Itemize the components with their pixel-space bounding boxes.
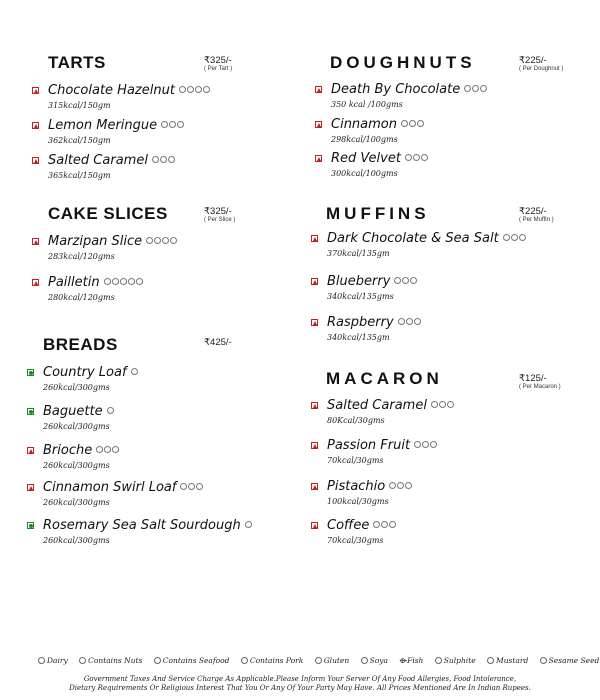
allergen-icon [414, 318, 421, 325]
allergen-icons [180, 478, 204, 496]
allergen-icon [146, 237, 153, 244]
allergen-icon [414, 441, 421, 448]
muffins-title: MUFFINS [326, 204, 430, 223]
allergen-icon [511, 234, 518, 241]
macaron-title: MACARON [326, 369, 443, 388]
allergen-icon [136, 278, 143, 285]
non-veg-marker-icon [311, 483, 318, 490]
item-kcal: 260kcal/300gms [43, 422, 110, 432]
breads-item [43, 516, 253, 545]
item-name: Passion Fruit [327, 437, 411, 453]
item-name: Raspberry [327, 314, 394, 330]
allergen-icon [169, 121, 176, 128]
allergen-icon [112, 278, 119, 285]
non-veg-marker-icon [27, 484, 34, 491]
item-kcal: 260kcal/300gms [43, 536, 110, 546]
cake-slices-price-amount: ₹325/- [204, 206, 232, 217]
allergen-icons [96, 441, 120, 459]
allergen-icon [203, 86, 210, 93]
allergen-icons [431, 396, 455, 414]
allergen-icons [131, 363, 139, 381]
item-name: Cinnamon [331, 116, 397, 132]
allergen-icons [464, 80, 488, 98]
item-name: Red Velvet [331, 150, 401, 166]
soya-icon [361, 657, 368, 664]
allergen-icon [112, 446, 119, 453]
allergen-icon [430, 441, 437, 448]
item-kcal: 70kcal/30gms [327, 536, 384, 546]
legend-sesame: Sesame Seed [540, 656, 600, 665]
item-kcal: 350 kcal /100gms [331, 100, 403, 110]
allergen-icon [160, 156, 167, 163]
allergen-icon [409, 120, 416, 127]
macaron-price-amount: ₹125/- [519, 373, 547, 384]
allergen-icons [394, 272, 418, 290]
sesame-icon [540, 657, 547, 664]
item-name: Dark Chocolate & Sea Salt [327, 230, 499, 246]
pork-icon [241, 657, 248, 664]
legend-soya: Soya [361, 656, 388, 665]
breads-item [43, 441, 120, 470]
breads-item [43, 402, 115, 431]
legend-gluten: Gluten [315, 656, 350, 665]
item-name: Death By Chocolate [331, 81, 461, 97]
legend-mustard: Mustard [487, 656, 528, 665]
item-kcal: 280kcal/120gms [48, 293, 115, 303]
allergen-icons [152, 151, 176, 169]
tarts-title: TARTS [48, 53, 106, 72]
muffins-price-amount: ₹225/- [519, 206, 547, 217]
item-name: Baguette [43, 403, 103, 419]
tarts-price [204, 55, 232, 72]
veg-marker-icon [27, 369, 34, 376]
item-name: Cinnamon Swirl Loaf [43, 479, 177, 495]
footer-line-2: Dietary Requirements Or Religious Interest That You Or Any Of Your Party May Have. All Prices Mentioned Are In Indian Rupees. [69, 684, 531, 692]
breads-item [43, 478, 204, 507]
allergen-icon [413, 154, 420, 161]
allergen-icon [168, 156, 175, 163]
item-name: Rosemary Sea Salt Sourdough [43, 517, 241, 533]
doughnuts-price [519, 55, 563, 72]
non-veg-marker-icon [311, 402, 318, 409]
cake-slices-item [48, 232, 178, 261]
macaron-item [327, 477, 413, 506]
doughnuts-item [331, 149, 429, 178]
footer-line-1: Government Taxes And Service Charge As Applicable.Please Inform Your Server Of Any Food Allergies, Food Intolerance, [83, 675, 517, 683]
item-name: Salted Caramel [327, 397, 427, 413]
allergen-icon [398, 318, 405, 325]
legend-pork: Contains Pork [241, 656, 303, 665]
legend-fish: ⟴Fish [399, 656, 424, 665]
allergen-icon [96, 446, 103, 453]
allergen-icon [431, 401, 438, 408]
allergen-legend [38, 656, 600, 665]
cake-slices-price [204, 206, 235, 223]
tarts-price-unit: ( Per Tart ) [204, 66, 233, 72]
non-veg-marker-icon [32, 122, 39, 129]
legend-seafood: Contains Seafood [154, 656, 230, 665]
breads-title: BREADS [43, 335, 118, 354]
allergen-icons [414, 436, 438, 454]
doughnuts-price-unit: ( Per Doughnut ) [519, 66, 564, 72]
muffins-item [327, 229, 527, 258]
cake-slices-item [48, 273, 144, 302]
breads-item [43, 363, 139, 392]
allergen-icon [195, 86, 202, 93]
allergen-icon [152, 156, 159, 163]
allergen-icons [389, 477, 413, 495]
allergen-icon [402, 277, 409, 284]
allergen-icon [422, 441, 429, 448]
veg-marker-icon [27, 522, 34, 529]
allergen-icon [472, 85, 479, 92]
item-kcal: 340kcal/135gm [327, 333, 390, 343]
legend-nuts: Contains Nuts [79, 656, 142, 665]
item-name: Pistachio [327, 478, 386, 494]
allergen-icon [503, 234, 510, 241]
mustard-icon [487, 657, 494, 664]
allergen-icon [180, 483, 187, 490]
item-kcal: 260kcal/300gms [43, 383, 110, 393]
allergen-icon [447, 401, 454, 408]
allergen-icons [398, 313, 422, 331]
allergen-icon [161, 121, 168, 128]
item-kcal: 300kcal/100gms [331, 169, 398, 179]
allergen-icons [503, 229, 527, 247]
allergen-icon [405, 482, 412, 489]
non-veg-marker-icon [32, 279, 39, 286]
allergen-icon [519, 234, 526, 241]
allergen-icon [179, 86, 186, 93]
allergen-icon [104, 278, 111, 285]
allergen-icon [131, 368, 138, 375]
gluten-icon [315, 657, 322, 664]
cake-slices-price-unit: ( Per Slice ) [204, 217, 236, 223]
muffins-price-unit: ( Per Muffin ) [519, 217, 554, 223]
allergen-icons [405, 149, 429, 167]
allergen-icons [245, 516, 253, 534]
breads-price-amount: ₹425/- [204, 337, 232, 348]
non-veg-marker-icon [32, 87, 39, 94]
nuts-icon [79, 657, 86, 664]
non-veg-marker-icon [27, 447, 34, 454]
allergen-icon [187, 86, 194, 93]
non-veg-marker-icon [32, 238, 39, 245]
allergen-icon [439, 401, 446, 408]
allergen-icon [245, 521, 252, 528]
allergen-icon [188, 483, 195, 490]
macaron-price-unit: ( Per Macaron ) [519, 384, 561, 390]
non-veg-marker-icon [311, 522, 318, 529]
allergen-icons [107, 402, 115, 420]
dairy-icon [38, 657, 45, 664]
allergen-icon [480, 85, 487, 92]
non-veg-marker-icon [32, 157, 39, 164]
item-kcal: 100kcal/30gms [327, 497, 389, 507]
item-name: Lemon Meringue [48, 117, 158, 133]
non-veg-marker-icon [311, 278, 318, 285]
legend-dairy: Dairy [38, 656, 68, 665]
item-kcal: 340kcal/135gms [327, 292, 394, 302]
item-kcal: 315kcal/150gm [48, 101, 111, 111]
item-name: Blueberry [327, 273, 391, 289]
allergen-icon [464, 85, 471, 92]
item-kcal: 260kcal/300gms [43, 461, 110, 471]
allergen-icon [401, 120, 408, 127]
sulphite-icon [435, 657, 442, 664]
muffins-item [327, 313, 422, 342]
item-name: Country Loaf [43, 364, 127, 380]
allergen-icon [405, 154, 412, 161]
tarts-item [48, 116, 185, 145]
veg-marker-icon [27, 408, 34, 415]
item-kcal: 283kcal/120gms [48, 252, 115, 262]
allergen-icon [107, 407, 114, 414]
allergen-icon [389, 482, 396, 489]
allergen-icons [161, 116, 185, 134]
cake-slices-title: CAKE SLICES [48, 204, 168, 223]
allergen-icons [146, 232, 178, 250]
item-name: Chocolate Hazelnut [48, 82, 175, 98]
allergen-icons [373, 516, 397, 534]
non-veg-marker-icon [315, 86, 322, 93]
allergen-icon [154, 237, 161, 244]
macaron-item [327, 436, 438, 465]
item-name: Brioche [43, 442, 93, 458]
doughnuts-item [331, 80, 488, 109]
non-veg-marker-icon [311, 319, 318, 326]
allergen-icon [397, 482, 404, 489]
allergen-icons [179, 81, 211, 99]
doughnuts-title: DOUGHNUTS [330, 53, 476, 72]
non-veg-marker-icon [315, 121, 322, 128]
item-kcal: 80Kcal/30gms [327, 416, 385, 426]
muffins-item [327, 272, 418, 301]
item-kcal: 70kcal/30gms [327, 456, 384, 466]
item-name: Coffee [327, 517, 370, 533]
macaron-item [327, 396, 455, 425]
allergen-icon [373, 521, 380, 528]
tarts-item [48, 151, 176, 180]
allergen-icons [104, 273, 144, 291]
allergen-icon [120, 278, 127, 285]
allergen-icon [170, 237, 177, 244]
allergen-icon [406, 318, 413, 325]
breads-price [204, 337, 232, 348]
allergen-icon [128, 278, 135, 285]
allergen-icon [394, 277, 401, 284]
non-veg-marker-icon [315, 155, 322, 162]
doughnuts-item [331, 115, 425, 144]
non-veg-marker-icon [311, 235, 318, 242]
legend-sulphite: Sulphite [435, 656, 476, 665]
macaron-price [519, 373, 561, 390]
doughnuts-price-amount: ₹225/- [519, 55, 547, 66]
item-kcal: 365kcal/150gm [48, 171, 111, 181]
allergen-icon [196, 483, 203, 490]
allergen-icon [177, 121, 184, 128]
allergen-icon [381, 521, 388, 528]
item-name: Marzipan Slice [48, 233, 143, 249]
allergen-icon [389, 521, 396, 528]
allergen-icon [410, 277, 417, 284]
allergen-icon [104, 446, 111, 453]
fish-icon: ⟴ [399, 656, 408, 665]
item-kcal: 260kcal/300gms [43, 498, 110, 508]
item-name: Salted Caramel [48, 152, 148, 168]
muffins-price [519, 206, 554, 223]
allergen-icon [162, 237, 169, 244]
seafood-icon [154, 657, 161, 664]
item-kcal: 362kcal/150gm [48, 136, 111, 146]
tarts-item [48, 81, 211, 110]
allergen-icons [401, 115, 425, 133]
allergen-icon [417, 120, 424, 127]
item-kcal: 370kcal/135gm [327, 249, 390, 259]
allergen-icon [421, 154, 428, 161]
item-name: Pailletin [48, 274, 100, 290]
non-veg-marker-icon [311, 442, 318, 449]
macaron-item [327, 516, 397, 545]
item-kcal: 298kcal/100gms [331, 135, 398, 145]
tarts-price-amount: ₹325/- [204, 55, 232, 66]
